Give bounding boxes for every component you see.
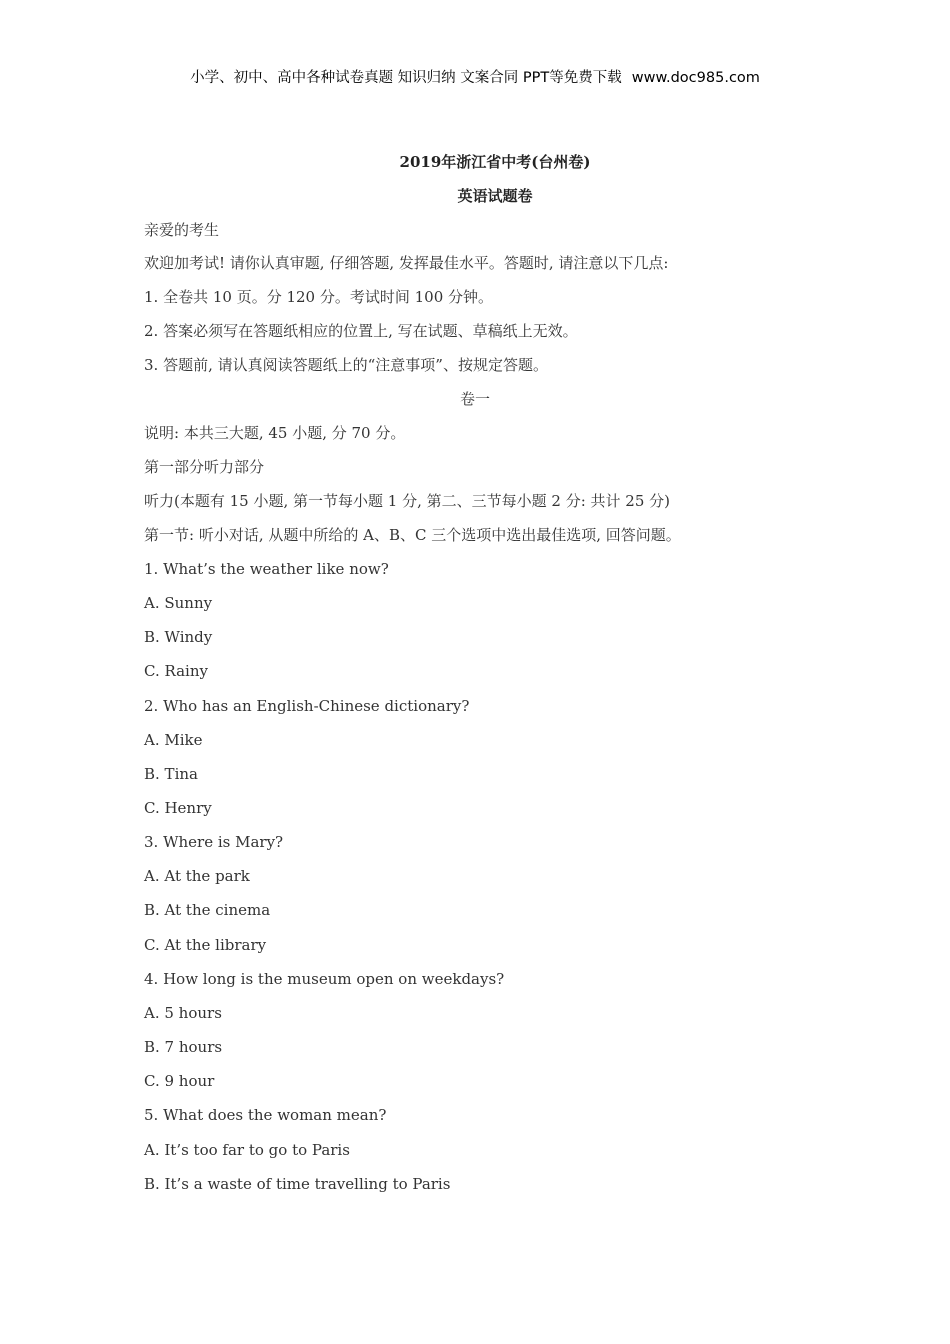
question-option: B. 7 hours — [144, 1038, 223, 1056]
question-option: B. Tina — [144, 765, 198, 783]
note-item: 1. 全卷共 10 页。分 120 分。考试时间 100 分钟。 — [144, 288, 494, 306]
question-option: A. At the park — [144, 867, 250, 885]
question-option: A. Mike — [144, 731, 203, 749]
intro-text: 欢迎加考试! 请你认真审题, 仔细答题, 发挥最佳水平。答题时, 请注意以下几点: — [144, 254, 669, 272]
question-option: C. Henry — [144, 799, 212, 817]
question-text: 4. How long is the museum open on weekdays? — [144, 970, 505, 988]
document-title: 2019年浙江省中考(台州卷) — [399, 153, 591, 171]
greeting: 亲爱的考生 — [144, 221, 220, 239]
document-subtitle: 英语试题卷 — [457, 187, 533, 205]
banner-url-link[interactable]: www.doc985.com — [631, 70, 760, 86]
question-text: 1. What’s the weather like now? — [144, 560, 389, 578]
question-option: A. Sunny — [144, 594, 213, 612]
question-text: 3. Where is Mary? — [144, 833, 284, 851]
question-option: B. At the cinema — [144, 901, 271, 919]
question-text: 2. Who has an English-Chinese dictionary? — [144, 697, 470, 715]
question-option: C. 9 hour — [144, 1072, 215, 1090]
subsection-description: 第一节: 听小对话, 从题中所给的 A、B、C 三个选项中选出最佳选项, 回答问题。 — [144, 526, 681, 544]
question-option: A. It’s too far to go to Paris — [144, 1141, 350, 1159]
question-option: B. Windy — [144, 628, 213, 646]
section-title: 卷一 — [459, 390, 490, 408]
question-option: A. 5 hours — [144, 1004, 222, 1022]
note-item: 2. 答案必须写在答题纸相应的位置上, 写在试题、草稿纸上无效。 — [144, 322, 578, 340]
banner-text: 小学、初中、高中各种试卷真题 知识归纳 文案合同 PPT等免费下载 — [190, 70, 622, 86]
question-text: 5. What does the woman mean? — [144, 1106, 387, 1124]
question-option: C. Rainy — [144, 662, 208, 680]
header-banner — [0, 66, 950, 87]
question-option: C. At the library — [144, 936, 267, 954]
note-item: 3. 答题前, 请认真阅读答题纸上的“注意事项”、按规定答题。 — [144, 356, 548, 374]
listening-description: 听力(本题有 15 小题, 第一节每小题 1 分, 第二、三节每小题 2 分: 共计 25 分) — [144, 492, 671, 510]
section-description: 说明: 本共三大题, 45 小题, 分 70 分。 — [144, 424, 406, 442]
question-option: B. It’s a waste of time travelling to Paris — [144, 1175, 451, 1193]
part-title: 第一部分听力部分 — [144, 458, 265, 476]
